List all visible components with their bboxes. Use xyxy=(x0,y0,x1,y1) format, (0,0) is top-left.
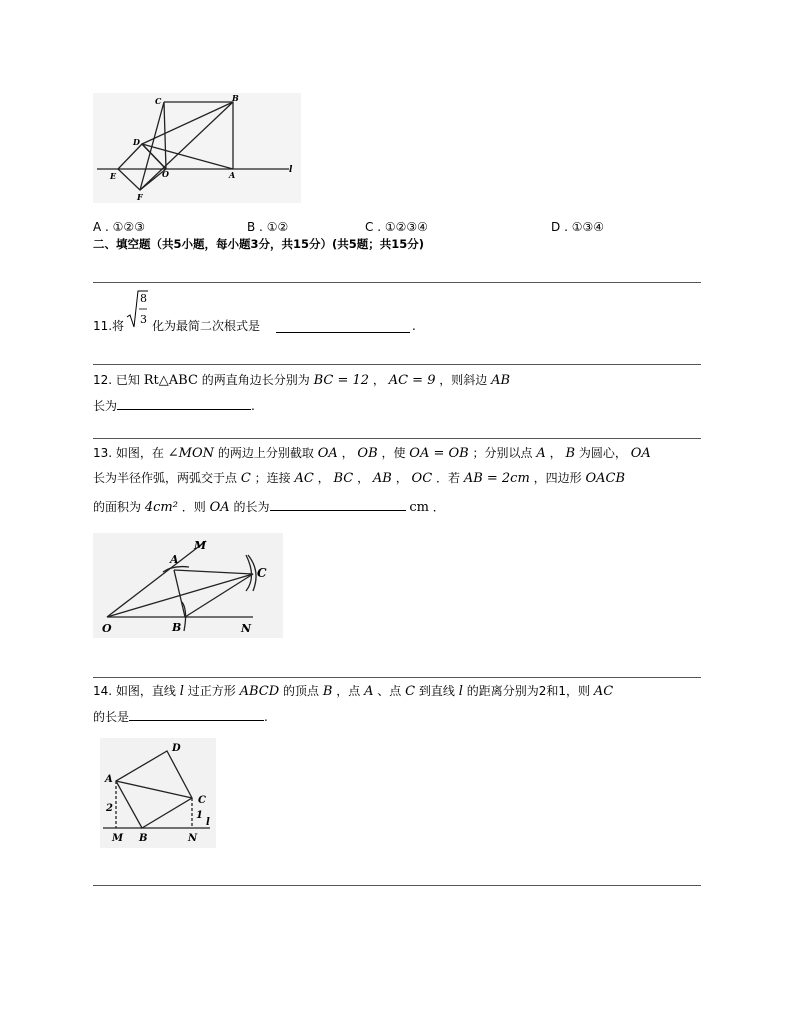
figure-q13 xyxy=(93,533,283,638)
question-13-line2: 长为半径作弧，两弧交于点 C ；连接 AC ， BC ， AB ， OC ．若 AB = 2cm ，四边形 OACB xyxy=(93,471,626,486)
divider-5 xyxy=(93,885,701,886)
q12-answer-blank[interactable] xyxy=(117,397,251,410)
fig13-label-A: A xyxy=(170,553,179,566)
fig1-label-C: C xyxy=(155,96,162,106)
fig1-label-l: l xyxy=(289,165,293,175)
fig14-label-C: C xyxy=(198,795,206,806)
fig1-label-E: E xyxy=(110,171,117,181)
q10-option-c: C . ①②③④ xyxy=(365,220,428,234)
fig1-label-F: F xyxy=(137,192,143,202)
divider-1 xyxy=(93,282,701,283)
q10-option-d: D . ①③④ xyxy=(551,220,604,234)
q12-ab: AB xyxy=(491,373,511,388)
q12-number: 12. xyxy=(93,373,113,387)
fig14-label-2: 2 xyxy=(106,803,113,814)
q11-text: 化为最简二次根式是 xyxy=(152,319,261,333)
fig14-label-D: D xyxy=(172,743,181,754)
fig1-label-B: B xyxy=(232,93,239,103)
fig13-label-C: C xyxy=(257,566,267,580)
fig14-label-A: A xyxy=(105,774,113,785)
q11-radicand-num: 8 xyxy=(140,292,147,305)
figure-q10 xyxy=(93,93,301,203)
fig14-label-N: N xyxy=(188,833,198,844)
q12-triangle: Rt△ABC xyxy=(143,373,198,388)
fig1-label-D: D xyxy=(133,137,140,147)
q12-ac: AC = 9 xyxy=(388,373,436,388)
question-12-line2: 长为 . xyxy=(93,399,255,413)
fig14-label-M: M xyxy=(112,833,124,844)
question-14: 14. 如图，直线 l 过正方形 ABCD 的顶点 B ，点 A 、点 C 到直线 l 的距离分别为2和1，则 AC xyxy=(93,684,614,699)
q14-number: 14. xyxy=(93,684,113,698)
divider-2 xyxy=(93,364,701,365)
q14-answer-blank[interactable] xyxy=(129,708,264,721)
q10-option-b: B . ①② xyxy=(247,220,289,234)
fig13-label-O: O xyxy=(102,622,112,635)
question-13-line3: 的面积为 4cm² ．则 OA 的长为 cm ． xyxy=(93,500,445,515)
q12-bc: BC = 12 xyxy=(313,373,370,388)
q11-answer-blank[interactable] xyxy=(276,320,410,333)
fig1-label-O: O xyxy=(162,169,169,179)
fig14-label-1: 1 xyxy=(196,810,203,821)
question-13: 13. 如图，在 ∠MON 的两边上分别截取 OA ， OB ，使 OA = OB ；分别以点 A ， B 为圆心， OA xyxy=(93,446,651,461)
q13-number: 13. xyxy=(93,446,113,460)
q11-end: . xyxy=(412,319,416,333)
divider-3 xyxy=(93,438,701,439)
q11-radicand-den: 3 xyxy=(140,313,147,326)
q10-option-a: A . ①②③ xyxy=(93,220,145,234)
q11-prefix: 将 xyxy=(112,319,125,333)
fig13-label-B: B xyxy=(172,621,182,634)
q13-answer-blank[interactable] xyxy=(270,498,406,511)
question-14-line2: 的长是 . xyxy=(93,710,268,724)
question-11 xyxy=(93,289,693,334)
question-12: 12. 已知 Rt△ABC 的两直角边长分别为 BC = 12 ， AC = 9 ，则斜边 AB xyxy=(93,373,511,388)
fig1-label-A: A xyxy=(229,170,236,180)
fig13-label-N: N xyxy=(241,622,252,635)
fig13-label-M: M xyxy=(194,539,207,552)
fig14-label-B: B xyxy=(139,833,148,844)
q11-number: 11. xyxy=(93,319,113,333)
section-heading: 二、填空题（共5小题，每小题3分，共15分）(共5题；共15分) xyxy=(93,237,425,251)
divider-4 xyxy=(93,677,701,678)
fig14-label-l: l xyxy=(206,817,210,828)
figure-q14 xyxy=(100,738,216,848)
